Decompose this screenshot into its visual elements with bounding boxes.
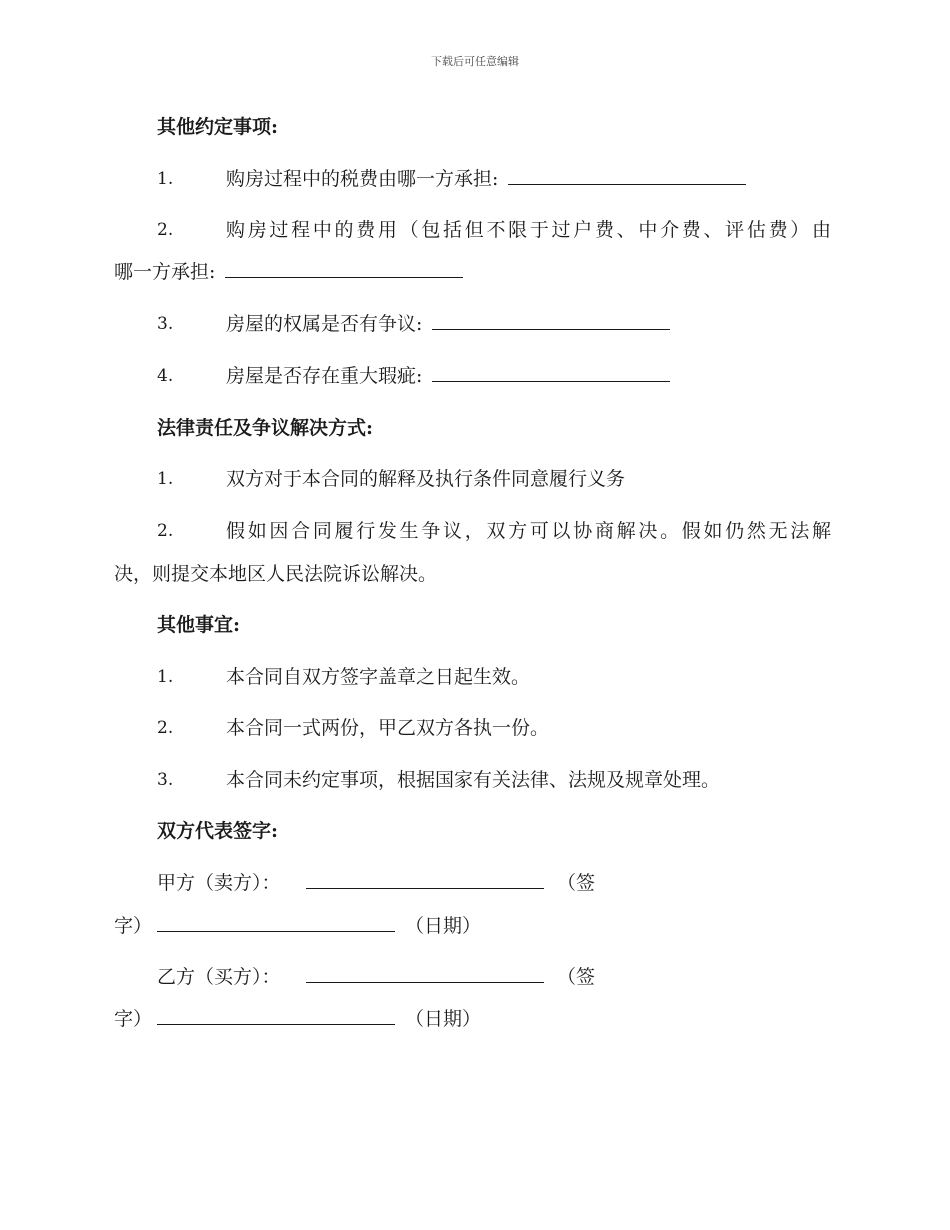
sign-prefix: （签 (557, 966, 596, 988)
fill-in-blank[interactable] (157, 1006, 395, 1025)
signature-date-row-party-b (0, 1004, 950, 1034)
section-heading: 其他约定事项: (157, 116, 279, 138)
page-header-note: 下载后可任意编辑 (431, 55, 519, 68)
item-number: 2. (157, 718, 174, 738)
item-text-continued (114, 257, 463, 287)
item-text: 本合同一式两份，甲乙双方各执一份。 (226, 717, 550, 739)
list-item (0, 662, 950, 692)
list-item-continuation (0, 257, 950, 287)
item-text-content: 房屋是否存在重大瑕疵: (226, 365, 423, 387)
party-b-signature-field[interactable] (306, 962, 544, 992)
fill-in-blank[interactable] (306, 870, 544, 889)
party-a-signature-field[interactable] (306, 868, 544, 898)
item-text: 本合同未约定事项，根据国家有关法律、法规及规章处理。 (226, 769, 721, 791)
section-heading: 双方代表签字: (157, 820, 279, 842)
date-label: （日期） (405, 915, 482, 937)
item-text-content: 房屋的权属是否有争议: (226, 313, 423, 335)
item-number: 1. (157, 169, 174, 189)
list-item (0, 464, 950, 494)
party-b-date-field[interactable] (157, 1004, 395, 1034)
item-text: 双方对于本合同的解释及执行条件同意履行义务 (226, 468, 626, 490)
fill-in-blank[interactable] (432, 311, 670, 330)
sign-prefix: （签 (557, 872, 596, 894)
item-text: 购房过程中的费用（包括但不限于过户费、中介费、评估费）由 (226, 219, 831, 241)
list-item (0, 215, 950, 245)
list-item (0, 361, 950, 391)
list-item-continuation (0, 559, 950, 589)
fill-in-blank[interactable] (432, 363, 670, 382)
item-number: 1. (157, 667, 174, 687)
section-heading: 法律责任及争议解决方式: (157, 417, 374, 439)
sign-suffix: 字） (114, 1008, 153, 1030)
item-text: 假如因合同履行发生争议，双方可以协商解决。假如仍然无法解 (226, 520, 831, 542)
item-number: 3. (157, 314, 174, 334)
item-number: 1. (157, 469, 174, 489)
fill-in-blank[interactable] (225, 259, 463, 278)
item-text (226, 164, 746, 194)
section-legal (0, 413, 950, 443)
date-label: （日期） (405, 1008, 482, 1030)
item-number: 2. (157, 220, 174, 240)
section-misc (0, 610, 950, 640)
fill-in-blank[interactable] (508, 166, 746, 185)
party-a-label: 甲方（卖方）： (157, 872, 281, 894)
item-text-content: 购房过程中的税费由哪一方承担: (226, 168, 499, 190)
item-number: 4. (157, 366, 174, 386)
list-item (0, 713, 950, 743)
party-b-label: 乙方（买方）： (157, 966, 281, 988)
party-a-date-field[interactable] (157, 911, 395, 941)
list-item (0, 765, 950, 795)
signature-row-party-b (0, 962, 950, 992)
item-number: 2. (157, 521, 174, 541)
list-item (0, 309, 950, 339)
item-text: 本合同自双方签字盖章之日起生效。 (226, 666, 531, 688)
item-text (226, 361, 670, 391)
section-other-terms (0, 112, 950, 142)
item-text (226, 309, 670, 339)
fill-in-blank[interactable] (306, 964, 544, 983)
fill-in-blank[interactable] (157, 913, 395, 932)
signature-date-row-party-a (0, 911, 950, 941)
section-heading: 其他事宜: (157, 614, 241, 636)
sign-suffix: 字） (114, 915, 153, 937)
section-signatures (0, 816, 950, 846)
list-item (0, 516, 950, 546)
item-text-content: 哪一方承担: (114, 261, 216, 283)
item-text-continued: 决，则提交本地区人民法院诉讼解决。 (114, 563, 438, 585)
list-item (0, 164, 950, 194)
item-number: 3. (157, 770, 174, 790)
signature-row-party-a (0, 868, 950, 898)
